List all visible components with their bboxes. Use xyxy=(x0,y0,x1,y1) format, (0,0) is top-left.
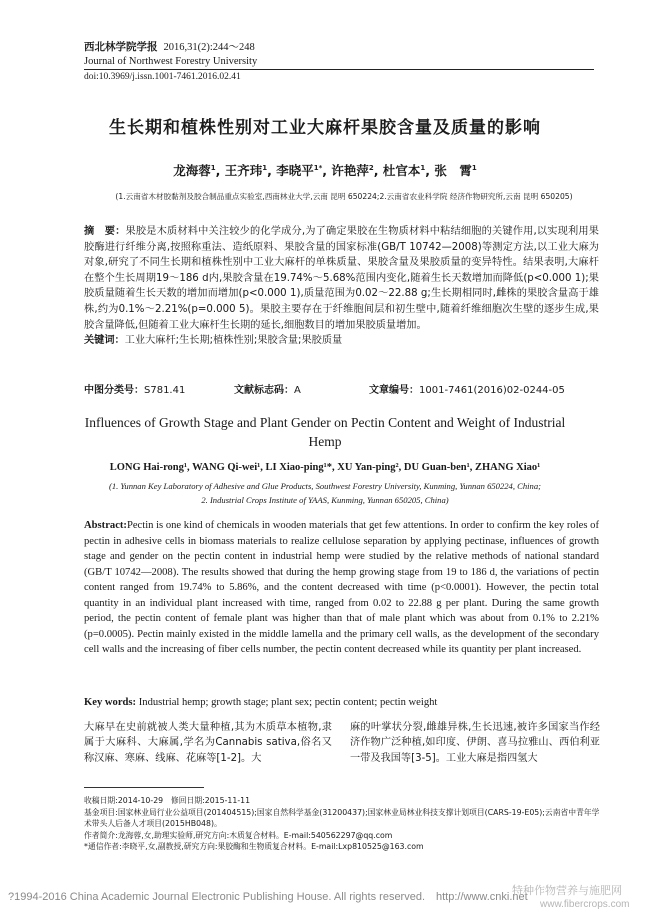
author-list: 龙海蓉$^1$, 王齐玮$^1$, 李晓平$^{1*}$, 许艳萍$^2$, 杜官本$^1$, 张 霄$^1$ xyxy=(173,163,477,178)
doc-code: A xyxy=(294,385,301,396)
footnote: 作者简介:龙海蓉,女,助理实验师,研究方向:木质复合材料。E-mail:540562297@qq.com xyxy=(84,830,393,840)
author: 杜官本 xyxy=(382,163,421,178)
abstract-en xyxy=(84,518,599,658)
body-column-right: 麻的叶掌状分裂,雌雄异株,生长迅速,被许多国家当作经济作物广泛种植,如印度、伊朗、喜马拉雅山、西伯利亚一带及我国等[3-5]。工业大麻是指四氢大 xyxy=(350,722,600,764)
footnote-rule xyxy=(84,787,204,788)
clc-code: S781.41 xyxy=(144,385,186,396)
article-number: 1001-7461(2016)02-0244-05 xyxy=(419,385,565,396)
abstract-label: 摘 要： xyxy=(84,226,126,237)
keywords-en-line: Key words: Industrial hemp; growth stage; plant sex; pectin content; pectin weight xyxy=(84,697,438,708)
english-title: Influences of Growth Stage and Plant Gender on Pectin Content and Weight of Industrial Hemp xyxy=(84,415,566,449)
footnote: 收稿日期:2014-10-29 修回日期:2015-11-11 xyxy=(84,796,251,805)
header-rule xyxy=(84,69,594,70)
classification-line: 中图分类号：S781.41 文献标志码：A 文章编号：1001-7461(2016)02-0244-05 xyxy=(84,385,565,396)
journal-header xyxy=(84,40,257,69)
journal-name-en: Journal of Northwest Forestry University xyxy=(84,56,258,67)
author: 许艳萍 xyxy=(331,163,369,178)
copyright-footer: ?1994-2016 China Academic Journal Electronic Publishing House. All rights reserved. http://www.cnki.net xyxy=(8,891,528,903)
footnote: *通信作者:李晓平,女,副教授,研究方向:果胶酶和生物质复合材料。E-mail:Lxp810525@163.com xyxy=(84,842,424,852)
footnotes xyxy=(84,795,604,853)
english-affiliation: (1. Yunnan Key Laboratory of Adhesive and Glue Products, Southwest Forestry University, Kunming, Yunnan 650224, China; 2. Industrial Crops Institute of YAAS, Kunming, Yunnan 650205, China) xyxy=(108,481,542,505)
body-column-left: 大麻早在史前就被人类大量种植,其为木质草本植物,隶属于大麻科、大麻属,学名为Cannabis sativa,俗名又称汉麻、寒麻、线麻、花麻等[1-2]。大 xyxy=(84,722,332,764)
author: 张 霄 xyxy=(434,163,472,178)
page-title: 生长期和植株性别对工业大麻杆果胶含量及质量的影响 xyxy=(109,118,541,138)
journal-name-cn: 西北林学院学报 xyxy=(84,41,158,53)
abstract-text: 果胶是木质材料中关注较少的化学成分,为了确定果胶在生物质材料中粘结细胞的关键作用,以实现利用果胶酶进行纤维分离,按照称重法、造纸原料、果胶含量的国家标准(GB/T 10742—2008)等测定方法,以工业大麻为对象,研究了不同生长期和植株性别中工业大麻杆的单株质量、果胶含量及果胶质量的变异特性。结果表明,大麻杆在整个生长周期19～186 d内,果胶含量在19.74%～5.68%范围内变化,随着生长天数增加而降低(p<0.000 1);果胶质量随着生长天数的增加而增加(p<0.000 1),质量范围为0.02～22.88 g;生长期相同时,雌株的果胶含量高于雄株,约为0.1%～2.21%(p=0.000 5)。果胶主要存在于纤维胞间层和初生壁中,随着纤维细胞次生壁的逐步生成,果胶含量降低,但随着工业大麻杆生长期的延长,细胞数目的增加果胶质量增加。 xyxy=(84,226,599,331)
watermark-cn: 特种作物营养与施肥网 xyxy=(512,884,622,897)
affiliation-cn: (1.云南省木材胶黏剂及胶合制品重点实验室,西南林业大学,云南 昆明 650224;2.云南省农业科学院 经济作物研究所,云南 昆明 650205) xyxy=(115,192,573,201)
watermark-url[interactable]: www.fibercrops.com xyxy=(540,899,630,910)
doi[interactable]: doi:10.3969/j.issn.1001-7461.2016.02.41 xyxy=(84,72,241,82)
author: 龙海蓉 xyxy=(173,163,211,178)
author: 王齐玮 xyxy=(224,163,263,178)
keywords-label: 关键词： xyxy=(84,335,125,347)
keywords-en: Industrial hemp; growth stage; plant sex; pectin content; pectin weight xyxy=(138,697,438,708)
volume-info: 2016,31(2):244～248 xyxy=(163,42,255,53)
abstract-en-label: Abstract: xyxy=(84,520,127,531)
author: 李晓平 xyxy=(276,163,314,178)
footnote: 基金项目:国家林业局行业公益项目(201404515);国家自然科学基金(31200437);国家林业局林业科技支撑计划项目(CARS-19-E05);云南省中青年学术带头人后备人才项目(2015HB048)。 xyxy=(84,807,600,829)
abstract-cn xyxy=(84,224,599,349)
abstract-en-text: Pectin is one kind of chemicals in wooden materials that get few attentions. In order to confirm the key roles of pectin in adhesive cells in biomass materials to realize cellulose separation by applying pectinase, influences of growth stage and gender on the pectin content in industrial hemp were studied by the relative methods of national standard (GB/T 10742—2008). The results showed that during the hemp growing stage from 19 to 186 d, the variations of pectin content ranged from 19.74% to 5.86%, and the content decreased with time (p<0.0001). However, the pectin total quantity in an individual plant increased with time, ranged from 0.02 to 22.88 g per plant. During the same growth period, the pectin content of female plant was higher than that of male plant which was about from 0.1% to 2.21% (p=0.0005). Pectin mainly existed in the middle lamella and the primary cell walls, as the development of the secondary cell walls and the increasing of fiber cells number, the pectin content decreased while its quantity per plant increased. xyxy=(84,520,599,655)
keywords-cn: 工业大麻杆;生长期;植株性别;果胶含量;果胶质量 xyxy=(124,335,343,347)
english-authors: LONG Hai-rong¹, WANG Qi-wei¹, LI Xiao-ping¹*, XU Yan-ping², DU Guan-ben¹, ZHANG Xiao¹ xyxy=(109,462,541,473)
